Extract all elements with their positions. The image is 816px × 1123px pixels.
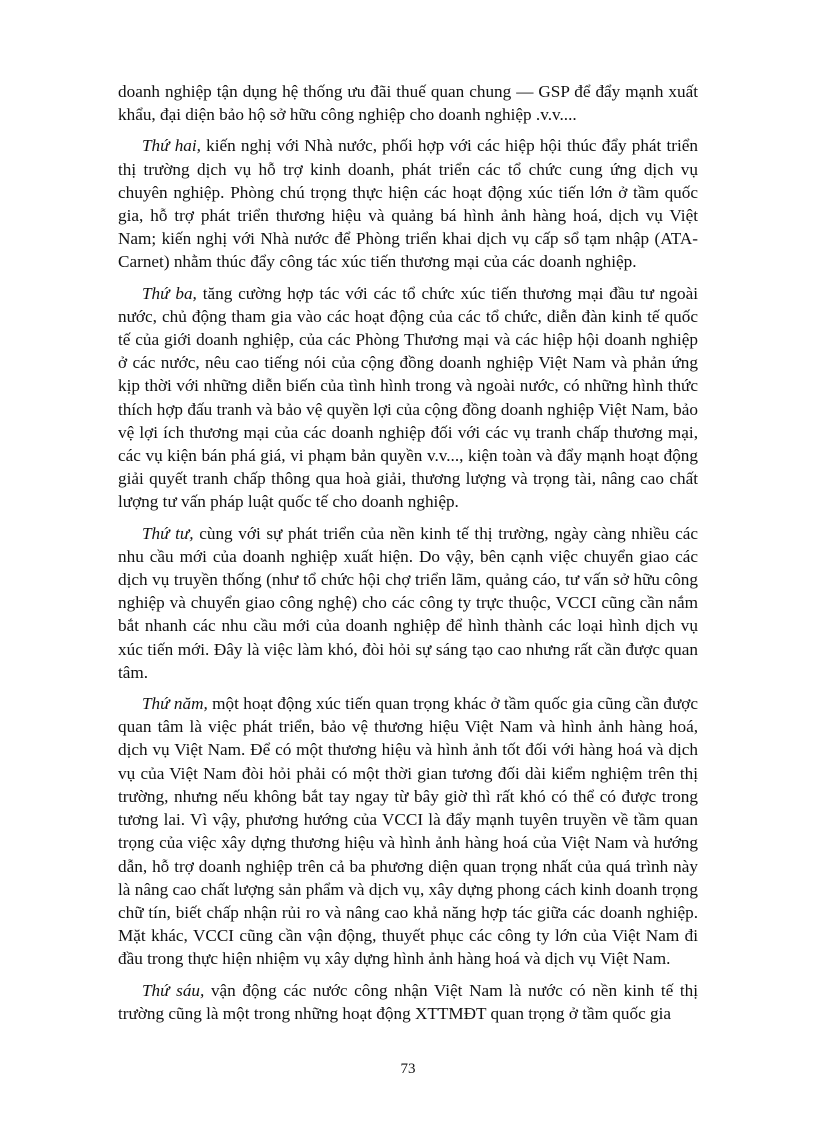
paragraph-thu-tu [118,522,698,684]
paragraph-text: một hoạt động xúc tiến quan trọng khác ở tầm quốc gia cũng cần được quan tâm là việc phát triển, bảo vệ thương hiệu Việt Nam và hình ảnh hàng hoá, dịch vụ Việt Nam. Để có một thương hiệu và hình ảnh tốt đối với hàng hoá và dịch vụ của Việt Nam đòi hỏi phải có một thời gian tương đối dài kiểm nghiệm trên thị trường, nhưng nếu không bắt tay ngay từ bây giờ thì rất khó có thể có được trong tương lai. Vì vậy, phương hướng của VCCI là đẩy mạnh tuyên truyền về tầm quan trọng của việc xây dựng thương hiệu và hình ảnh hàng hoá của Việt Nam và hướng dẫn, hỗ trợ doanh nghiệp trên cả ba phương diện quan trọng nhất của quá trình này là nâng cao chất lượng sản phẩm và dịch vụ, xây dựng phong cách kinh doanh trọng chữ tín, biết chấp nhận rủi ro và nâng cao khả năng hợp tác giữa các doanh nghiệp. Mặt khác, VCCI cũng cần vận động, thuyết phục các công ty lớn của Việt Nam đi đầu trong thực hiện nhiệm vụ xây dựng hình ảnh hàng hoá và dịch vụ Việt Nam. [118,694,698,969]
page-number: 73 [400,1061,416,1077]
paragraph-lead: Thứ sáu, [142,980,205,1000]
paragraph-text: kiến nghị với Nhà nước, phối hợp với các hiệp hội thúc đẩy phát triển thị trường dịch vụ hỗ trợ kinh doanh, phát triển các tổ chức cung ứng dịch vụ chuyên nghiệp. Phòng chú trọng thực hiện các hoạt động xúc tiến lớn ở tầm quốc gia, hỗ trợ phát triển thương hiệu và quảng bá hình ảnh hàng hoá, dịch vụ Việt Nam; kiến nghị với Nhà nước để Phòng triển khai dịch vụ cấp sổ tạm nhập (ATA-Carnet) nhằm thúc đẩy công tác xúc tiến thương mại của các doanh nghiệp. [118,136,698,272]
paragraph-lead: Thứ tư, [142,523,194,543]
paragraph-thu-nam [118,692,698,970]
paragraph-lead: Thứ hai, [142,136,201,156]
paragraph-thu-hai [118,134,698,273]
paragraph-lead: Thứ năm, [142,694,208,714]
document-page [118,80,698,1033]
paragraph-lead: Thứ ba, [142,283,197,303]
paragraph-text: vận động các nước công nhận Việt Nam là nước có nền kinh tế thị trường cũng là một trong những hoạt động XTTMĐT quan trọng ở tầm quốc gia [118,980,698,1023]
paragraph-text: doanh nghiệp tận dụng hệ thống ưu đãi thuế quan chung — GSP để đẩy mạnh xuất khẩu, đại diện bảo hộ sở hữu công nghiệp cho doanh nghiệp .v.v.... [118,82,698,125]
paragraph-continuation [118,80,698,126]
paragraph-thu-sau [118,979,698,1025]
paragraph-thu-ba [118,282,698,514]
paragraph-text: cùng với sự phát triển của nền kinh tế thị trường, ngày càng nhiều các nhu cầu mới của doanh nghiệp xuất hiện. Do vậy, bên cạnh việc chuyển giao các dịch vụ truyền thống (như tổ chức hội chợ triển lãm, quảng cáo, tư vấn sở hữu công nghiệp và chuyển giao công nghệ) cho các công ty trực thuộc, VCCI cũng cần nắm bắt nhanh các nhu cầu mới của doanh nghiệp để hình thành các loại hình dịch vụ xúc tiến mới. Đây là việc làm khó, đòi hỏi sự sáng tạo cao nhưng rất cần được quan tâm. [118,523,698,682]
paragraph-text: tăng cường hợp tác với các tổ chức xúc tiến thương mại đầu tư ngoài nước, chủ động tham gia vào các hoạt động của các tổ chức, diễn đàn kinh tế quốc tế của giới doanh nghiệp, của các Phòng Thương mại và các hiệp hội doanh nghiệp ở các nước, nêu cao tiếng nói của cộng đồng doanh nghiệp Việt Nam và phản ứng kịp thời với những diễn biến của tình hình trong và ngoài nước, có những hình thức thích hợp đấu tranh và bảo vệ quyền lợi của cộng đồng doanh nghiệp Việt Nam, bảo vệ lợi ích thương mại của các doanh nghiệp đối với các vụ tranh chấp thương mại, các vụ kiện bán phá giá, vi phạm bản quyền v.v..., kiện toàn và đẩy mạnh hoạt động giải quyết tranh chấp thông qua hoà giải, thương lượng và trọng tài, nâng cao chất lượng tư vấn pháp luật quốc tế cho doanh nghiệp. [118,283,698,512]
